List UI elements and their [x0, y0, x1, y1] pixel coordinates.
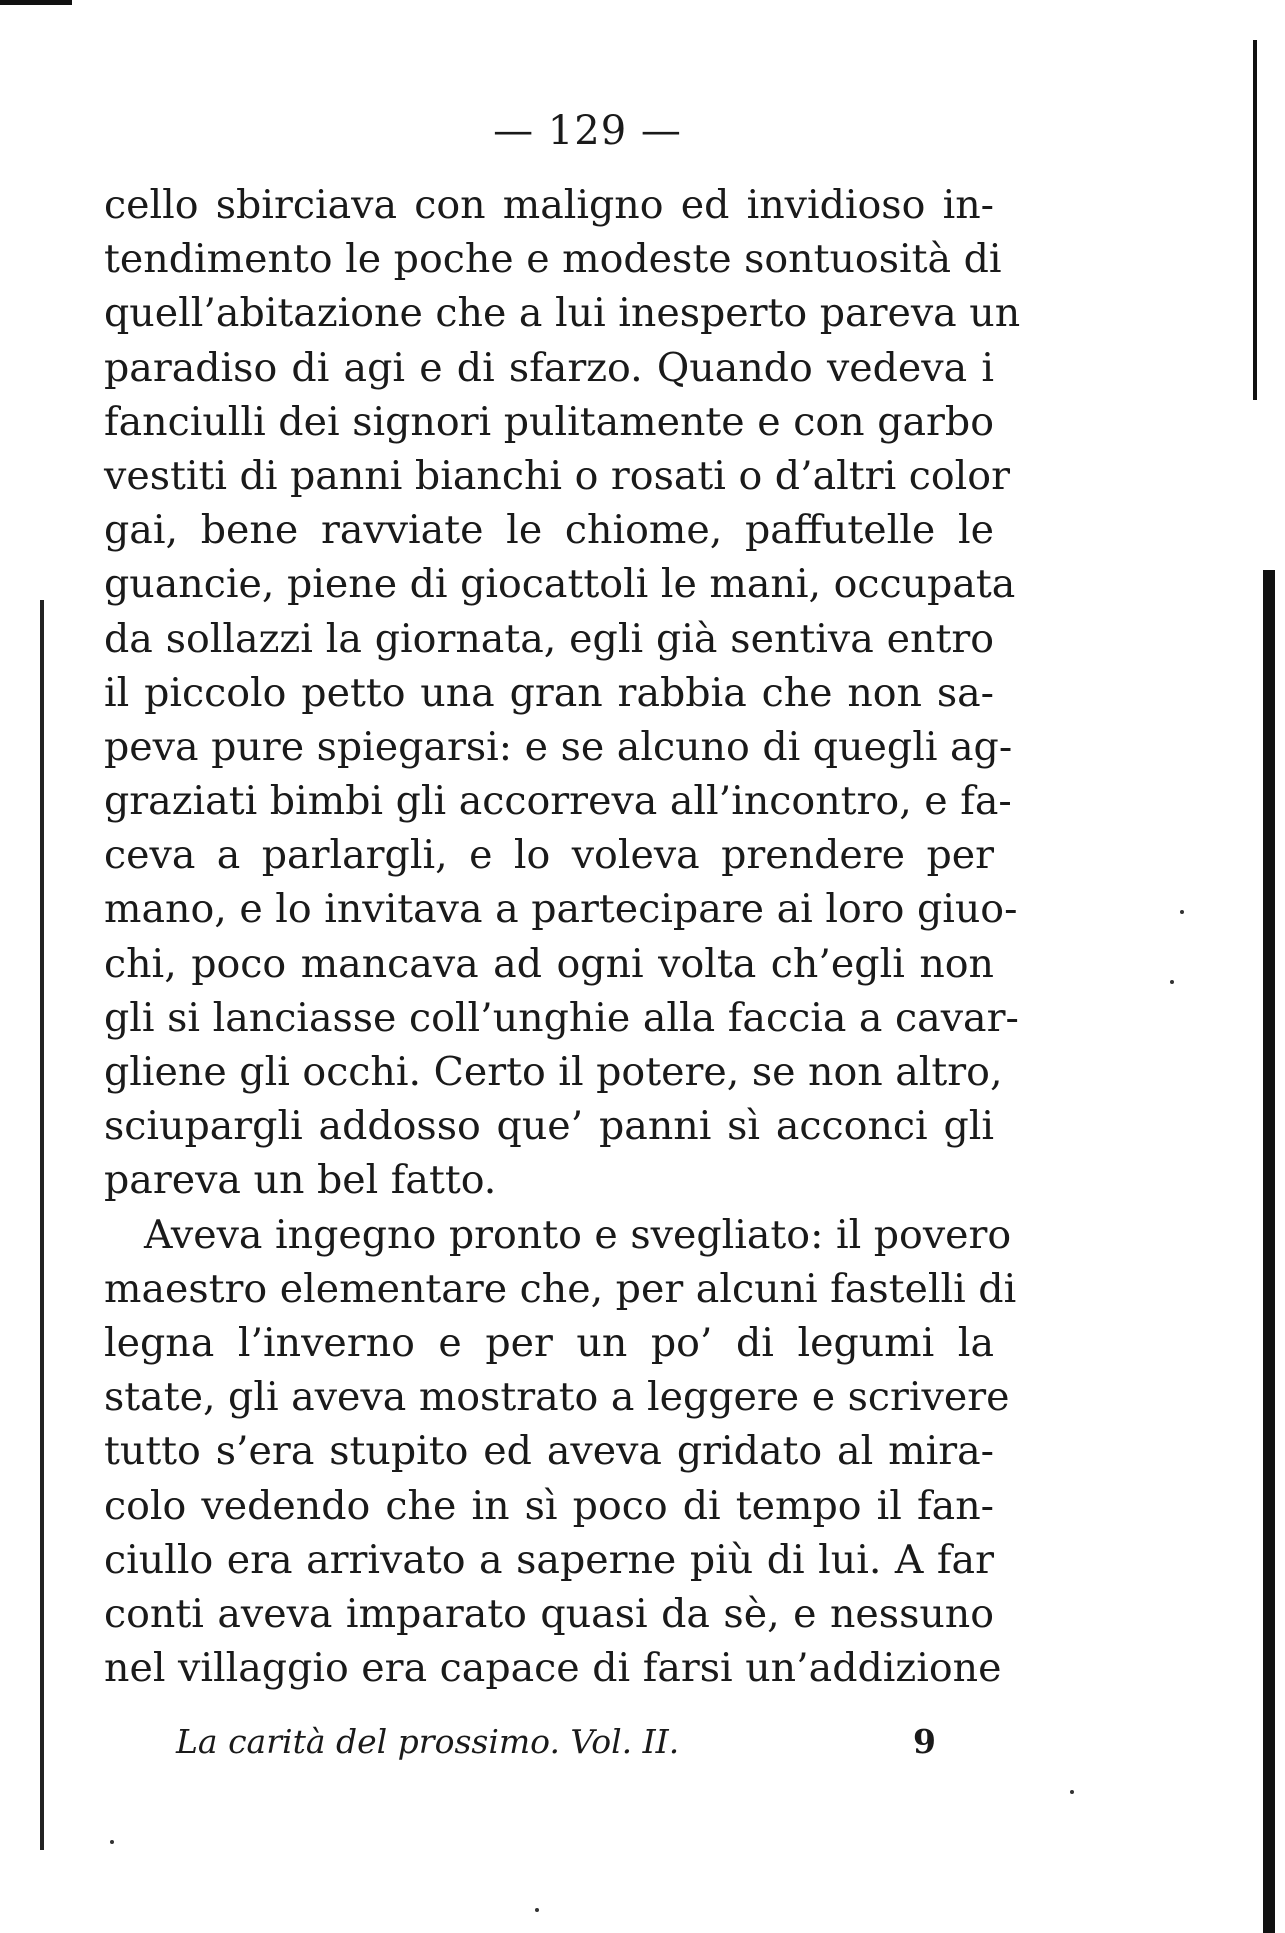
text-line: mano, e lo invitava a partecipare ai loro giuo-: [104, 886, 1018, 933]
text-line: sciupargli addosso que’ panni sì acconci gli: [104, 1103, 994, 1150]
text-line: Aveva ingegno pronto e svegliato: il povero: [144, 1211, 1012, 1258]
text-line: gli si lanciasse coll’unghie alla faccia a cavar-: [104, 994, 1019, 1041]
scan-speck: [1180, 910, 1184, 914]
text-line: graziati bimbi gli accorreva all’incontro, e fa-: [104, 778, 1012, 825]
scan-corner-mark: [0, 0, 72, 5]
paragraph-1: [104, 178, 1021, 1208]
text-line: vestiti di panni bianchi o rosati o d’altri color: [104, 452, 1010, 499]
text-line: fanciulli dei signori pulitamente e con garbo: [104, 398, 994, 445]
text-line: chi, poco mancava ad ogni volta ch’egli non: [104, 940, 994, 987]
text-line: cello sbirciava con maligno ed invidioso in-: [104, 182, 994, 228]
text-line: legna l’inverno e per un po’ di legumi la: [104, 1319, 994, 1366]
text-line: guancie, piene di giocattoli le mani, occupata: [104, 561, 1016, 608]
header-dash-left: —: [493, 108, 535, 154]
signature-mark: 9: [913, 1722, 936, 1761]
text-line: state, gli aveva mostrato a leggere e scrivere: [104, 1374, 1010, 1421]
right-binding-edge: [1263, 570, 1275, 1933]
left-page-edge: [40, 600, 44, 1850]
scan-speck: [1170, 980, 1174, 984]
text-line: maestro elementare che, per alcuni fastelli di: [104, 1265, 1017, 1312]
body-text: [104, 178, 1021, 1695]
text-line: pareva un bel fatto.: [104, 1157, 497, 1204]
text-line: il piccolo petto una gran rabbia che non sa-: [104, 669, 994, 716]
text-line: tutto s’era stupito ed aveva gridato al mira-: [104, 1428, 994, 1475]
text-line: ceva a parlargli, e lo voleva prendere per: [104, 832, 994, 879]
text-line: ciullo era arrivato a saperne più di lui. A far: [104, 1536, 994, 1583]
text-line: nel villaggio era capace di farsi un’addizione: [104, 1645, 1002, 1692]
text-line: tendimento le poche e modeste sontuosità di: [104, 236, 1002, 283]
running-title: La carità del prossimo. Vol. II.: [176, 1722, 680, 1761]
scan-speck: [1070, 1790, 1074, 1794]
text-line: gai, bene ravviate le chiome, paffutelle le: [104, 507, 994, 554]
right-binding-edge-top: [1253, 40, 1257, 400]
text-line: conti aveva imparato quasi da sè, e nessuno: [104, 1590, 994, 1637]
text-line: gliene gli occhi. Certo il potere, se non altro,: [104, 1049, 1003, 1095]
page-number: 129: [547, 108, 628, 154]
paragraph-2: [104, 1208, 1017, 1696]
text-line: da sollazzi la giornata, egli già sentiva entro: [104, 615, 994, 662]
text-line: colo vedendo che in sì poco di tempo il fan-: [104, 1482, 994, 1529]
scan-speck: [110, 1840, 114, 1844]
text-line: peva pure spiegarsi: e se alcuno di quegli ag-: [104, 723, 1013, 770]
header-dash-right: —: [640, 108, 682, 154]
scan-speck: [535, 1908, 539, 1912]
text-line: paradiso di agi e di sfarzo. Quando vedeva i: [104, 344, 994, 391]
page-footer: [176, 1722, 936, 1761]
text-line: quell’abitazione che a lui inesperto pareva un: [104, 290, 1021, 337]
page-header: [0, 108, 1285, 154]
